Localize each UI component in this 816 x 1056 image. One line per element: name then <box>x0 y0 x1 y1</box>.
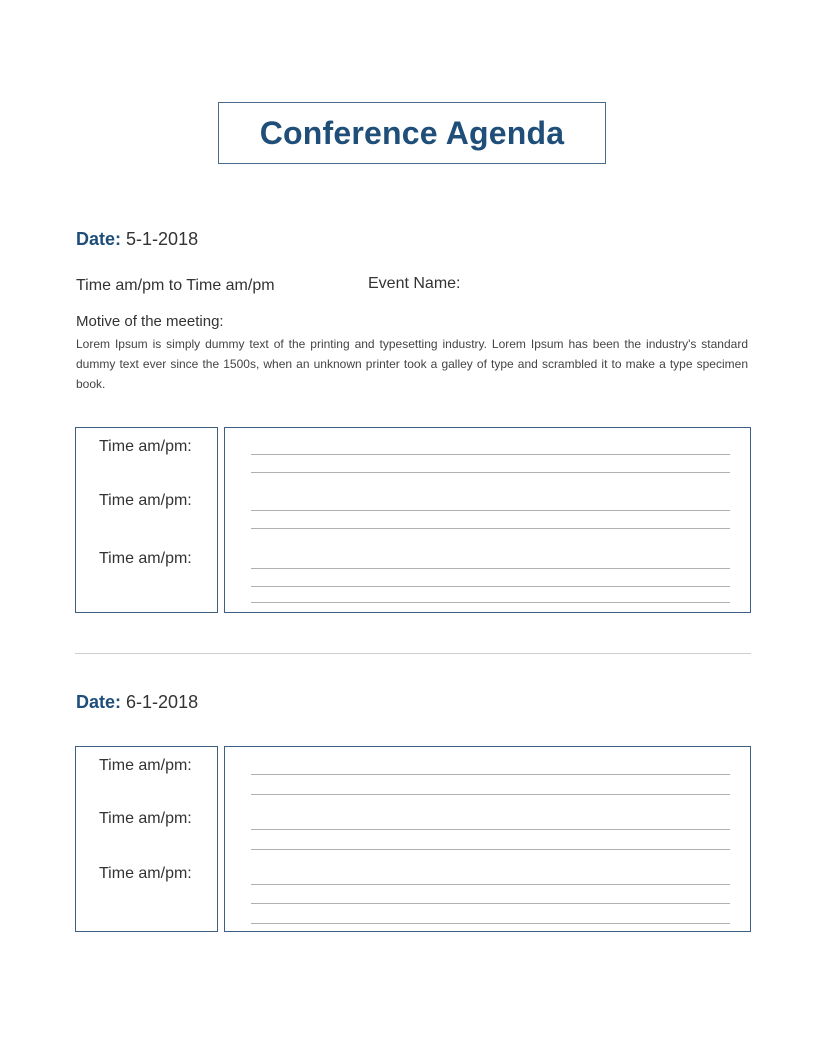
time-slot-label: Time am/pm: <box>99 865 192 882</box>
time-slots-box-2 <box>75 746 218 932</box>
note-line <box>251 923 730 924</box>
note-line <box>251 849 730 850</box>
note-line <box>251 454 730 455</box>
note-line <box>251 774 730 775</box>
motive-text: Lorem Ipsum is simply dummy text of the printing and typesetting industry. Lorem Ipsum has been the industry's standard dummy text ever since the 1500s, when an unknown printer took a galley of type and scrambled it to make a type specimen book. <box>76 337 748 391</box>
page-title: Conference Agenda <box>259 114 565 151</box>
section-divider <box>75 653 751 654</box>
note-line <box>251 510 730 511</box>
note-line <box>251 903 730 904</box>
date-label: Date: <box>76 692 122 712</box>
note-line <box>251 794 730 795</box>
note-line <box>251 884 730 885</box>
note-line <box>251 586 730 587</box>
time-slot-label: Time am/pm: <box>99 550 192 567</box>
date-line-1 <box>76 229 198 250</box>
time-slot-label: Time am/pm: <box>99 492 192 509</box>
time-range: Time am/pm to Time am/pm <box>76 277 275 294</box>
time-slot-label: Time am/pm: <box>99 810 192 827</box>
date-value: 5-1-2018 <box>126 229 199 249</box>
time-slot-label: Time am/pm: <box>99 438 192 455</box>
note-line <box>251 528 730 529</box>
date-value: 6-1-2018 <box>126 692 199 712</box>
notes-box-1[interactable] <box>224 427 751 613</box>
note-line <box>251 829 730 830</box>
date-label: Date: <box>76 229 122 249</box>
note-line <box>251 472 730 473</box>
time-slots-box-1 <box>75 427 218 613</box>
title-box <box>218 102 606 164</box>
note-line <box>251 568 730 569</box>
note-line <box>251 602 730 603</box>
time-slot-label: Time am/pm: <box>99 757 192 774</box>
date-line-2 <box>76 692 198 713</box>
event-name-label: Event Name: <box>368 275 461 292</box>
motive-label: Motive of the meeting: <box>76 313 224 330</box>
notes-box-2[interactable] <box>224 746 751 932</box>
